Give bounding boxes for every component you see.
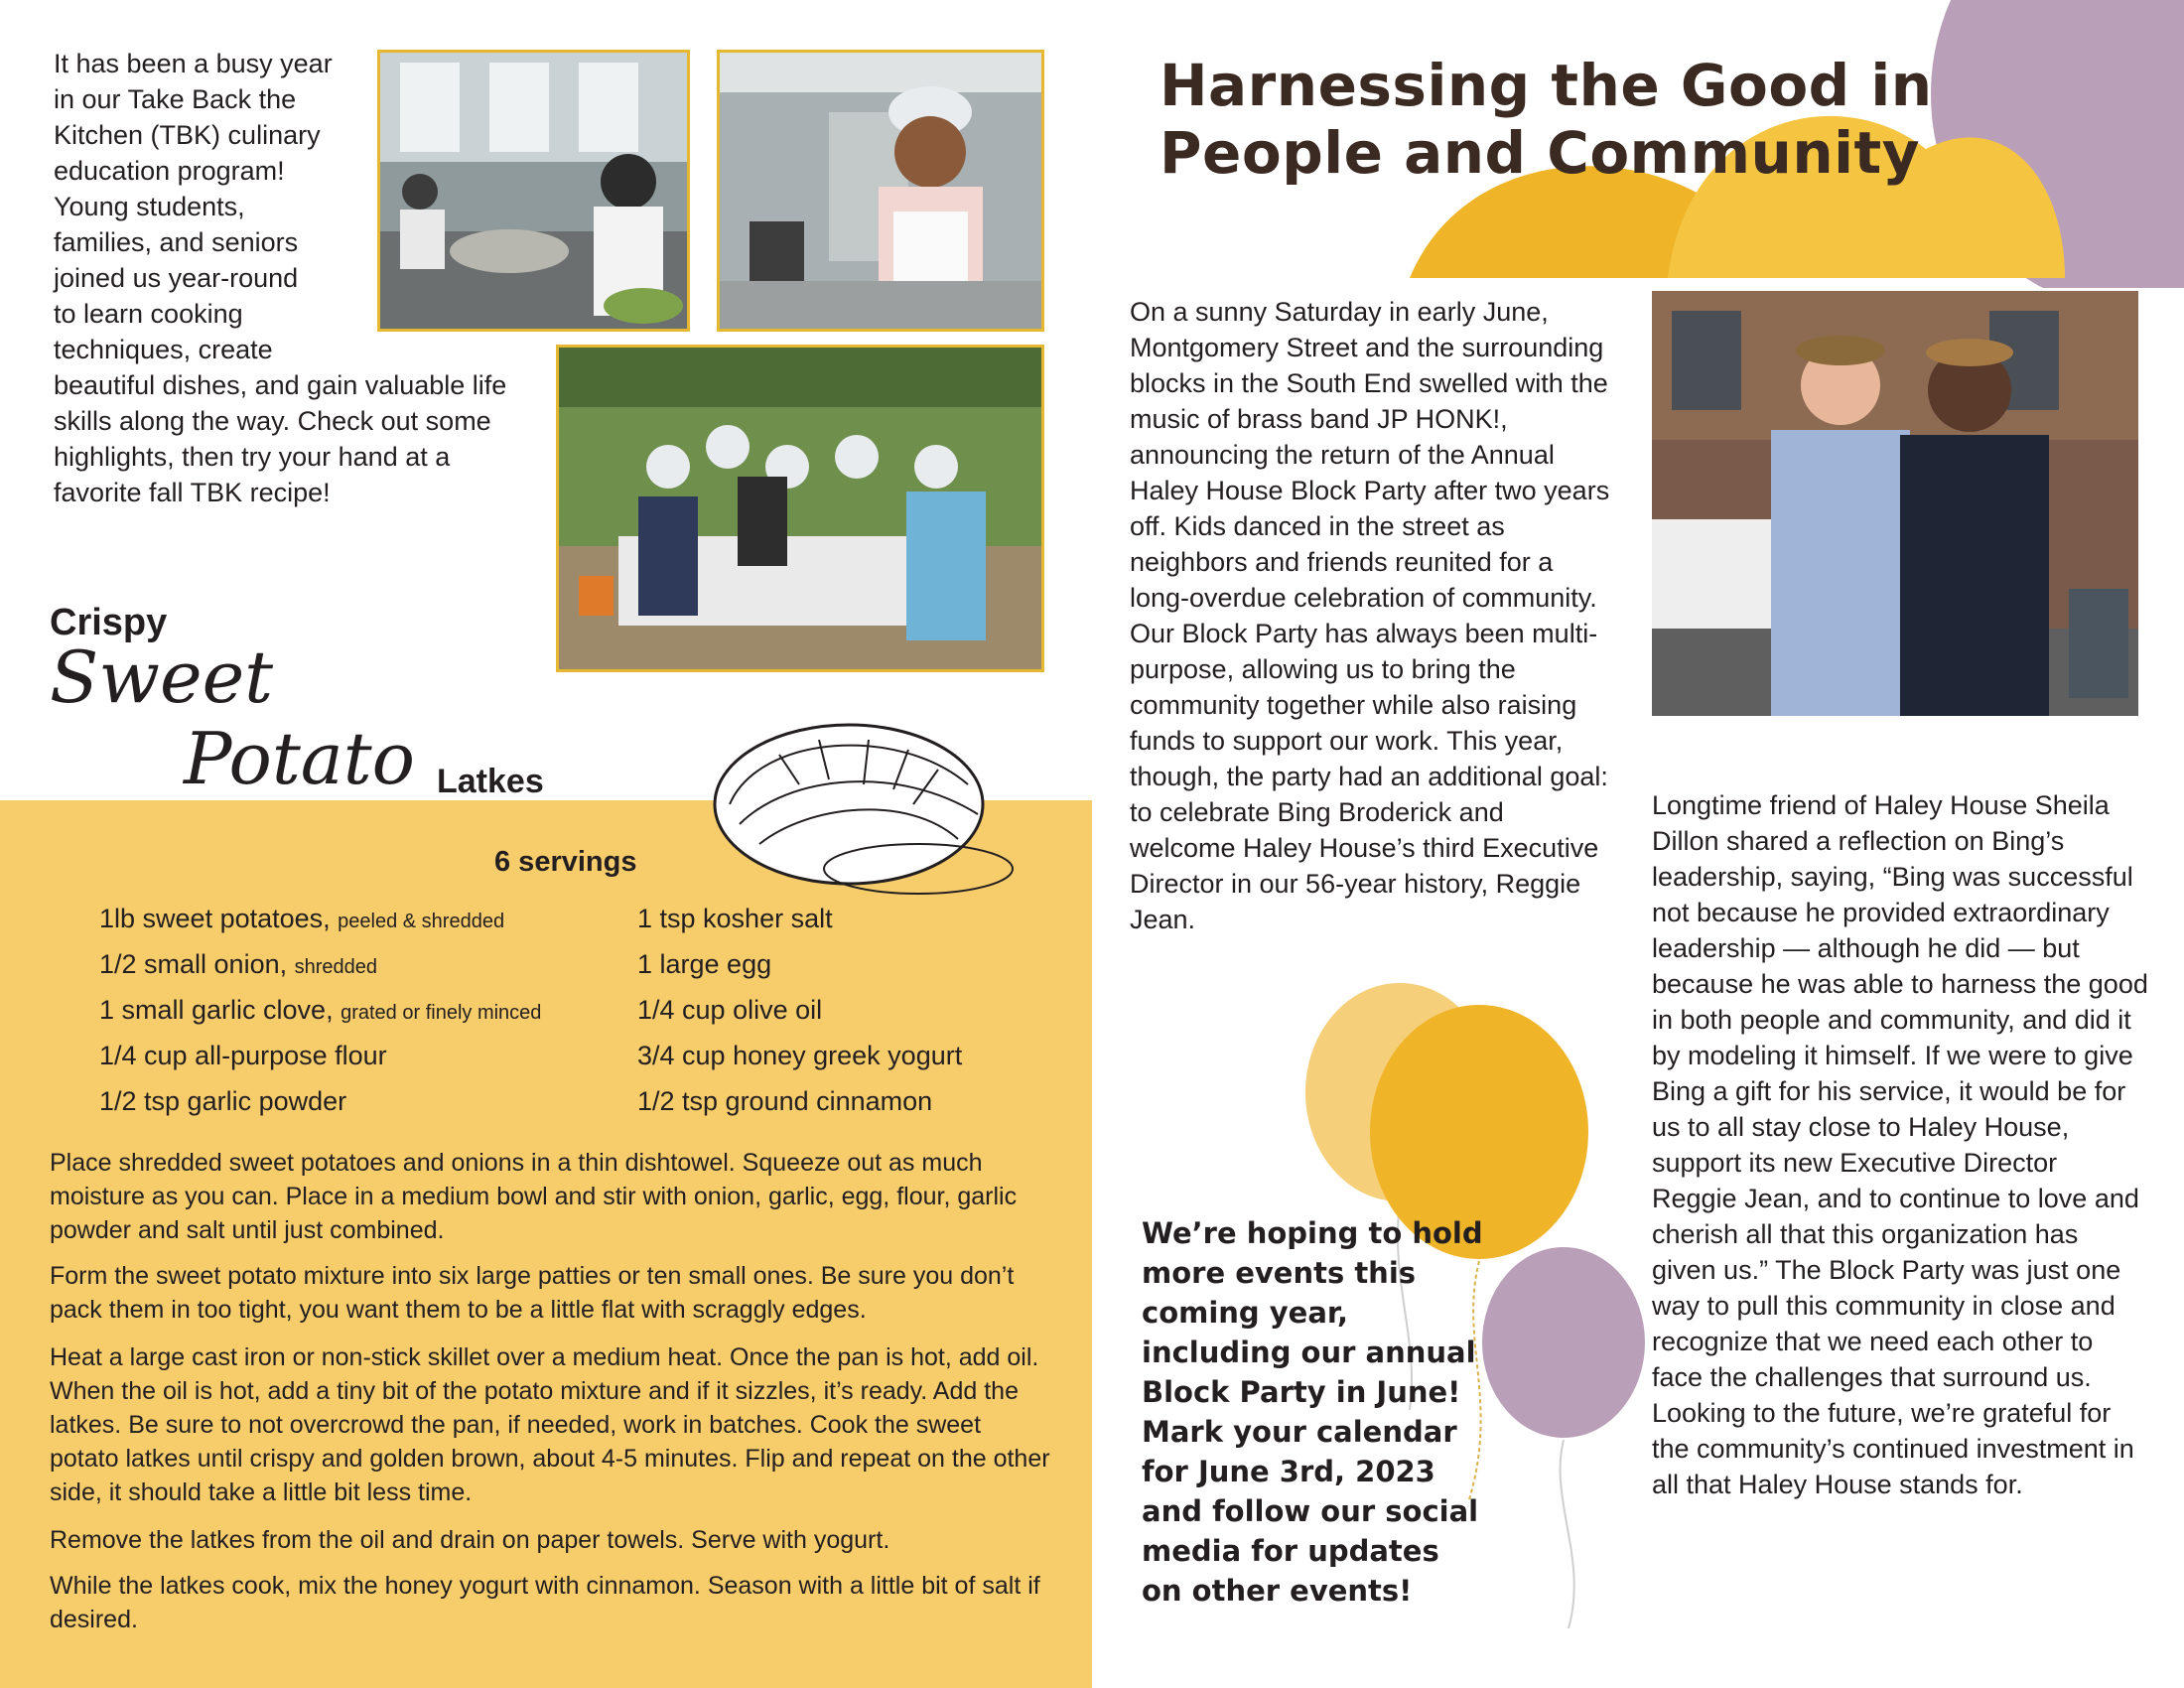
recipe-title-sweet: Sweet <box>50 635 274 719</box>
intro-line: skills along the way. Check out some <box>54 406 491 436</box>
ingredient-item <box>99 904 504 936</box>
latke-illustration <box>700 695 1027 904</box>
photo-kitchen-class <box>377 50 690 332</box>
article-body: On a sunny Saturday in early June, Montgomery Street and the surrounding blocks in the South End swelled with the music of brass band JP HONK!, announcing the return of the Annual Haley House Block Party after two years off. Kids danced in the street as neighbors and friends reunited for a long-overdue celebration of community. Our Block Party has always been multi-purpose, allowing us to bring the community together while also raising funds to support our work. This year, though, the party had an additional goal: to celebrate Bing Broderick and welcome Haley House’s third Executive Director in our 56-year history, Reggie Jean. <box>1130 297 1610 934</box>
intro-line: in our Take Back the <box>54 84 297 114</box>
ingredient-text: 1/4 cup all-purpose flour <box>99 1041 387 1070</box>
article-title <box>1160 52 2152 187</box>
recipe-servings: 6 servings <box>494 846 637 878</box>
photo-chef-student <box>717 50 1044 332</box>
ingredient-text: 1 small garlic clove, <box>99 995 341 1025</box>
recipe-step: Form the sweet potato mixture into six large patties or ten small ones. Be sure you don’t pack them in too tight, you want them to be a little flat with scraggly edges. <box>50 1262 1015 1324</box>
intro-line: Kitchen (TBK) culinary <box>54 120 321 150</box>
intro-line: education program! <box>54 156 285 186</box>
ingredient-item: 1/2 tsp ground cinnamon <box>637 1086 933 1116</box>
ingredient-item <box>99 949 377 982</box>
photo-bing-and-reggie <box>1652 291 2138 716</box>
recipe-step: Remove the latkes from the oil and drain on paper towels. Serve with yogurt. <box>50 1526 890 1554</box>
ingredient-item <box>99 995 541 1028</box>
recipe-title-crispy: Crispy <box>50 602 168 643</box>
photo-group-outdoor <box>556 345 1044 672</box>
intro-line: families, and seniors <box>54 227 299 257</box>
events-callout: We’re hoping to hold more events this coming year, including our annual Block Party in June! Mark your calendar for June 3rd, 2023 and follow our social media for updates on other events! <box>1142 1216 1483 1608</box>
recipe-title-potato: Potato <box>184 717 416 800</box>
ingredient-note: grated or finely minced <box>341 1002 542 1024</box>
recipe-step: While the latkes cook, mix the honey yogurt with cinnamon. Season with a little bit of salt if desired. <box>50 1572 1040 1633</box>
ingredient-item: 1 large egg <box>637 949 772 979</box>
ingredient-item: 1 tsp kosher salt <box>637 904 833 933</box>
recipe-step: Place shredded sweet potatoes and onions in a thin dishtowel. Squeeze out as much moisture as you can. Place in a medium bowl and stir with onion, garlic, egg, flour, garlic powder and salt until just combined. <box>50 1149 1018 1244</box>
ingredient-item <box>99 1041 387 1073</box>
intro-line: Young students, <box>54 192 245 221</box>
article-title-line: Harnessing the Good in <box>1160 52 1933 119</box>
lavender-balloon <box>1482 1247 1645 1438</box>
intro-line: It has been a busy year <box>54 49 333 78</box>
intro-line: beautiful dishes, and gain valuable life <box>54 370 507 400</box>
intro-line: techniques, create <box>54 335 273 364</box>
intro-line: to learn cooking <box>54 299 243 329</box>
ingredient-text: 1lb sweet potatoes, <box>99 904 339 933</box>
article-title-line: People and Community <box>1160 119 1921 187</box>
ingredient-text: 1/2 small onion, <box>99 949 295 979</box>
intro-line: joined us year-round <box>54 263 299 293</box>
ingredient-text: 1/2 tsp garlic powder <box>99 1086 347 1116</box>
recipe-title-latkes: Latkes <box>437 763 544 800</box>
article-body-continued: Longtime friend of Haley House Sheila Dillon shared a reflection on Bing’s leadership, saying, “Bing was successful not because he provided extraordinary leadership — although he did — but because he was able to harness the good in both people and community, and did it by modeling it himself. If we were to give Bing a gift for his service, it would be for us to all stay close to Haley House, support its new Executive Director Reggie Jean, and to continue to love and cherish all that this organization has given us.” The Block Party was just one way to pull this community in close and recognize that we need each other to face the challenges that surround us. Looking to the future, we’re grateful for the community’s continued investment in all that Haley House stands for. <box>1652 790 2148 1499</box>
intro-line: favorite fall TBK recipe! <box>54 478 331 507</box>
recipe-step: Heat a large cast iron or non-stick skillet over a medium heat. Once the pan is hot, add oil. When the oil is hot, add a tiny bit of the potato mixture and if it sizzles, it’s ready. Add the latkes. Be sure to not overcrowd the pan, if needed, work in batches. Cook the sweet potato latkes until crispy and golden brown, about 4-5 minutes. Flip and repeat on the other side, it should take a little bit less time. <box>50 1343 1050 1506</box>
ingredient-item: 3/4 cup honey greek yogurt <box>637 1041 963 1070</box>
ingredient-item: 1/4 cup olive oil <box>637 995 823 1025</box>
ingredient-note: shredded <box>294 956 378 978</box>
ingredient-item <box>99 1086 346 1119</box>
ingredient-note: peeled & shredded <box>338 911 505 932</box>
intro-line: highlights, then try your hand at a <box>54 442 451 472</box>
